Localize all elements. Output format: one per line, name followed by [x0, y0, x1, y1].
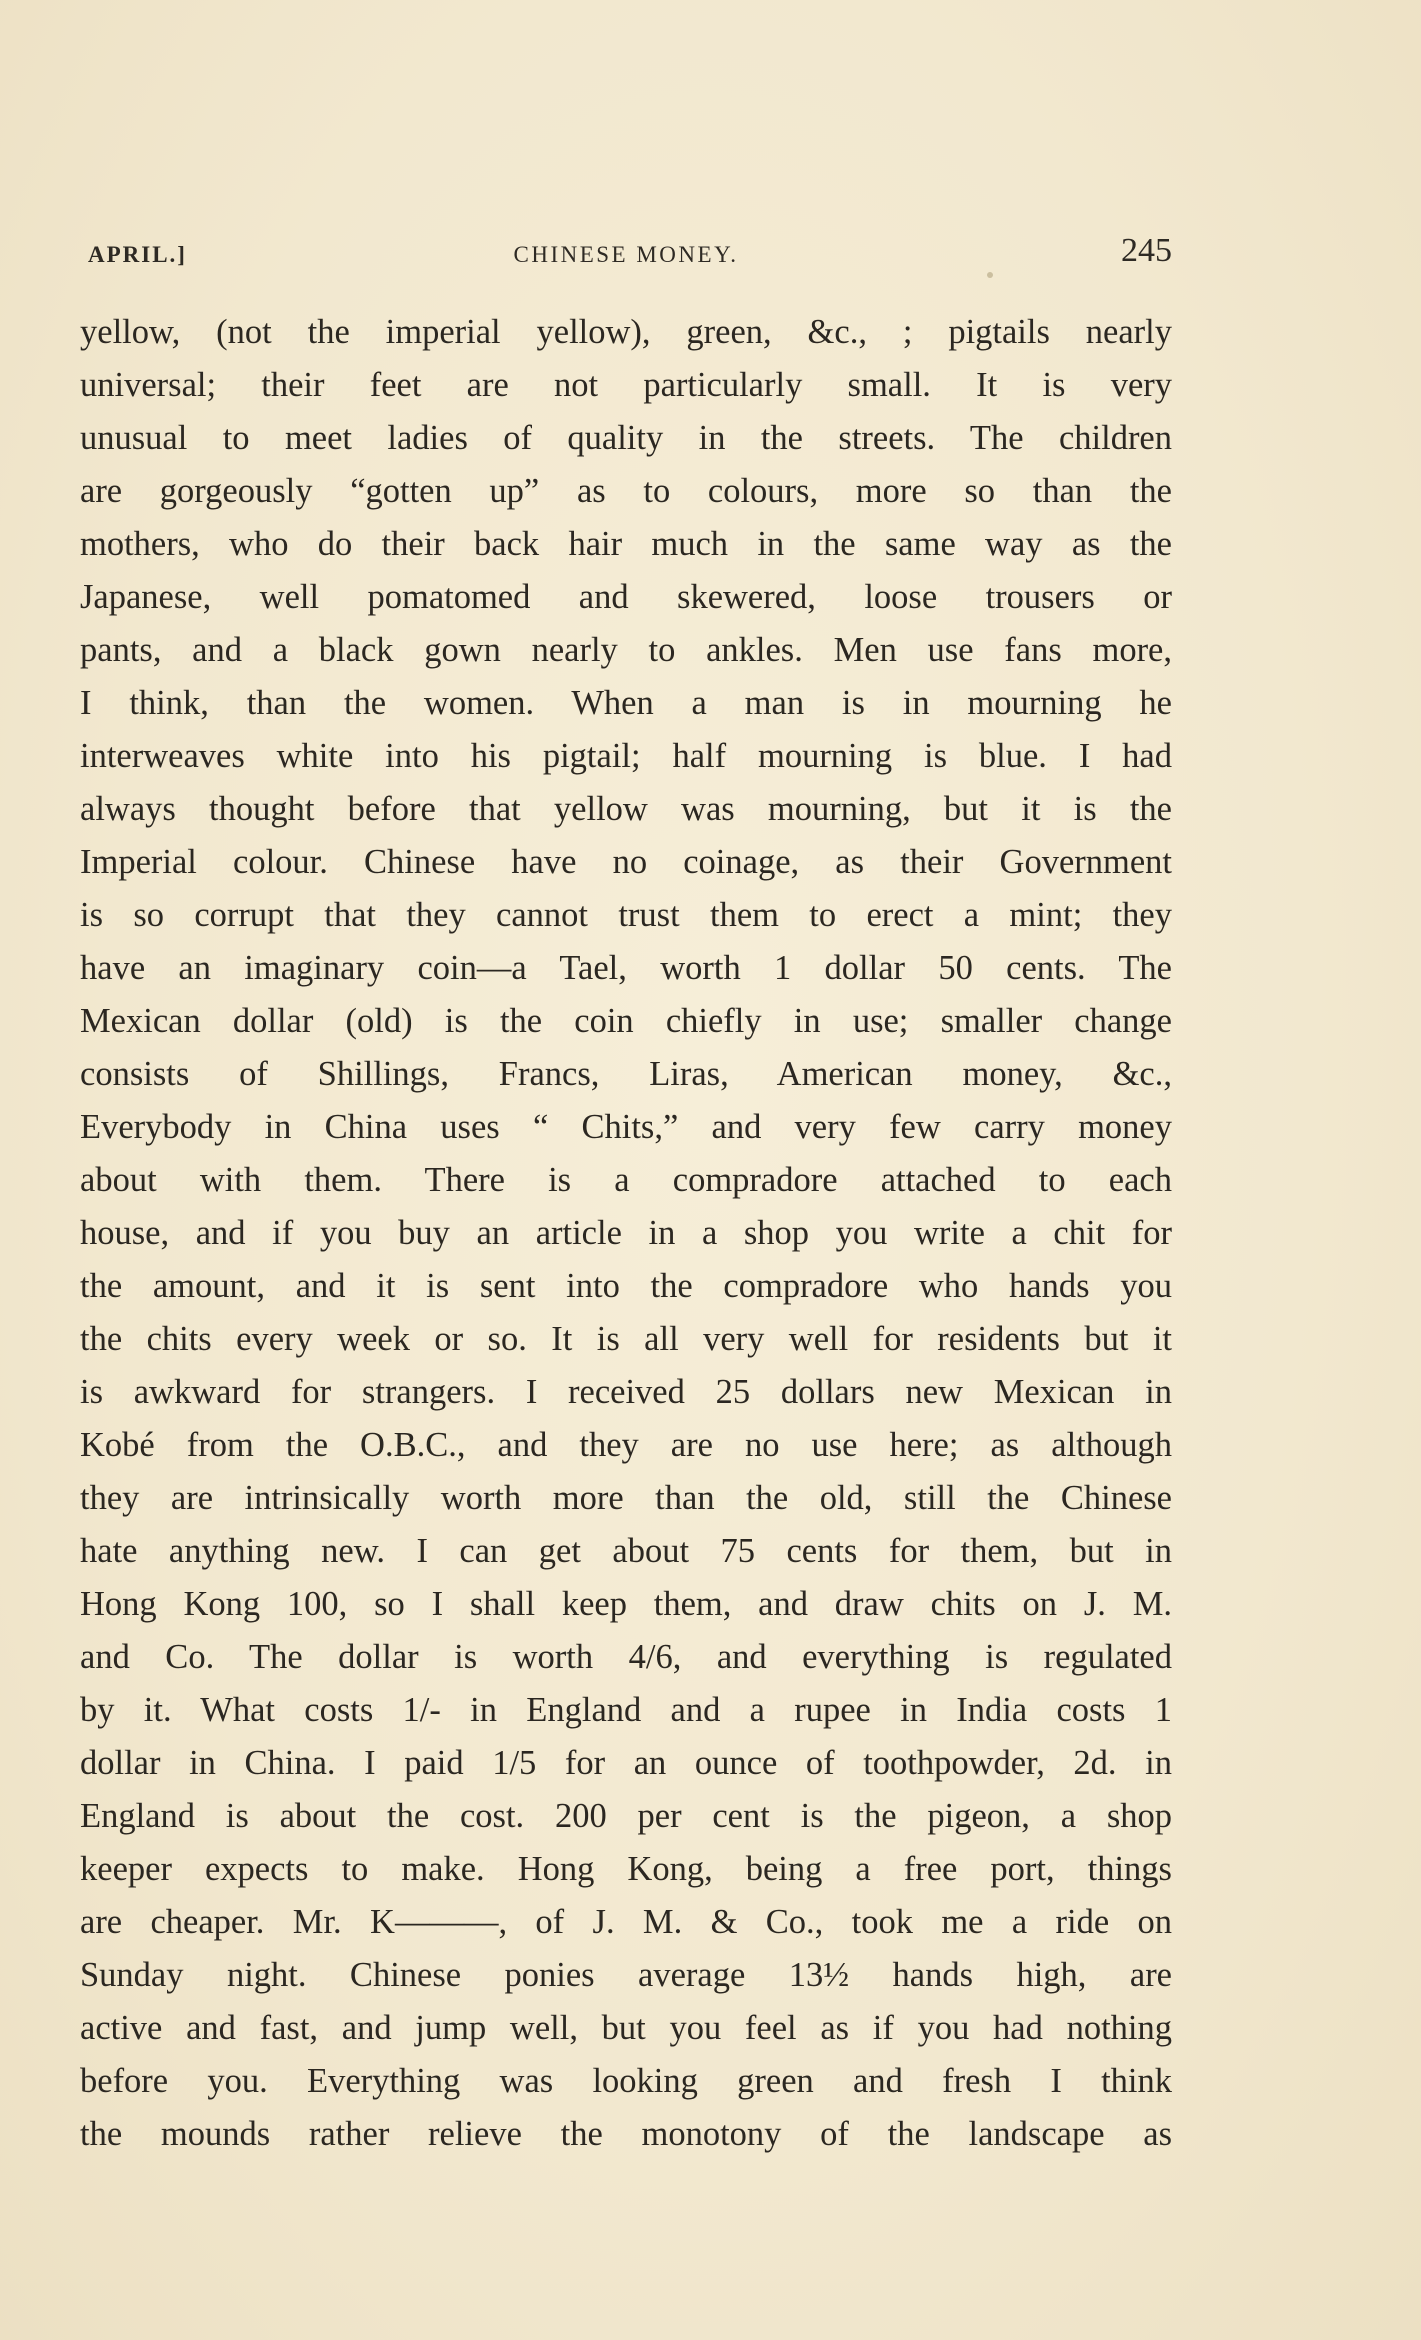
- text-line: mothers, who do their back hair much in the same way as the: [80, 525, 1172, 563]
- running-head: [80, 232, 1172, 276]
- text-line: active and fast, and jump well, but you feel as if you had nothing: [80, 2009, 1172, 2047]
- text-line: Hong Kong 100, so I shall keep them, and draw chits on J. M.: [80, 1585, 1172, 1623]
- text-line: the mounds rather relieve the monotony of the landscape as: [80, 2115, 1172, 2153]
- text-line: England is about the cost. 200 per cent is the pigeon, a shop: [80, 1797, 1172, 1835]
- text-line: are cheaper. Mr. K———, of J. M. & Co., took me a ride on: [80, 1903, 1172, 1941]
- text-line: Everybody in China uses “ Chits,” and very few carry money: [80, 1108, 1172, 1146]
- text-line: pants, and a black gown nearly to ankles. Men use fans more,: [80, 631, 1172, 669]
- paper-speck: [987, 272, 993, 278]
- body-text: [80, 306, 1172, 2161]
- text-line: consists of Shillings, Francs, Liras, American money, &c.,: [80, 1055, 1172, 1093]
- text-line: Sunday night. Chinese ponies average 13½ hands high, are: [80, 1956, 1172, 1994]
- text-line: yellow, (not the imperial yellow), green, &c., ; pigtails nearly: [80, 313, 1172, 351]
- text-line: always thought before that yellow was mourning, but it is the: [80, 790, 1172, 828]
- text-line: Mexican dollar (old) is the coin chiefly in use; smaller change: [80, 1002, 1172, 1040]
- text-line: keeper expects to make. Hong Kong, being a free port, things: [80, 1850, 1172, 1888]
- text-line: universal; their feet are not particularly small. It is very: [80, 366, 1172, 404]
- page-number: 245: [1121, 232, 1172, 269]
- text-line: have an imaginary coin—a Tael, worth 1 dollar 50 cents. The: [80, 949, 1172, 987]
- text-line: interweaves white into his pigtail; half mourning is blue. I had: [80, 737, 1172, 775]
- text-line: hate anything new. I can get about 75 cents for them, but in: [80, 1532, 1172, 1570]
- text-line: before you. Everything was looking green and fresh I think: [80, 2062, 1172, 2100]
- text-line: the chits every week or so. It is all very well for residents but it: [80, 1320, 1172, 1358]
- text-line: and Co. The dollar is worth 4/6, and everything is regulated: [80, 1638, 1172, 1676]
- text-line: Imperial colour. Chinese have no coinage, as their Government: [80, 843, 1172, 881]
- text-line: are gorgeously “gotten up” as to colours, more so than the: [80, 472, 1172, 510]
- running-head-month: APRIL.]: [88, 242, 187, 267]
- text-line: Japanese, well pomatomed and skewered, loose trousers or: [80, 578, 1172, 616]
- text-line: dollar in China. I paid 1/5 for an ounce of toothpowder, 2d. in: [80, 1744, 1172, 1782]
- running-head-title: CHINESE MONEY.: [513, 242, 739, 267]
- text-line: by it. What costs 1/- in England and a rupee in India costs 1: [80, 1691, 1172, 1729]
- text-line: Kobé from the O.B.C., and they are no use here; as although: [80, 1426, 1172, 1464]
- text-line: is so corrupt that they cannot trust them to erect a mint; they: [80, 896, 1172, 934]
- text-line: they are intrinsically worth more than the old, still the Chinese: [80, 1479, 1172, 1517]
- text-line: the amount, and it is sent into the compradore who hands you: [80, 1267, 1172, 1305]
- text-line: about with them. There is a compradore attached to each: [80, 1161, 1172, 1199]
- text-line: is awkward for strangers. I received 25 dollars new Mexican in: [80, 1373, 1172, 1411]
- text-line: I think, than the women. When a man is in mourning he: [80, 684, 1172, 722]
- text-line: house, and if you buy an article in a shop you write a chit for: [80, 1214, 1172, 1252]
- text-line: unusual to meet ladies of quality in the streets. The children: [80, 419, 1172, 457]
